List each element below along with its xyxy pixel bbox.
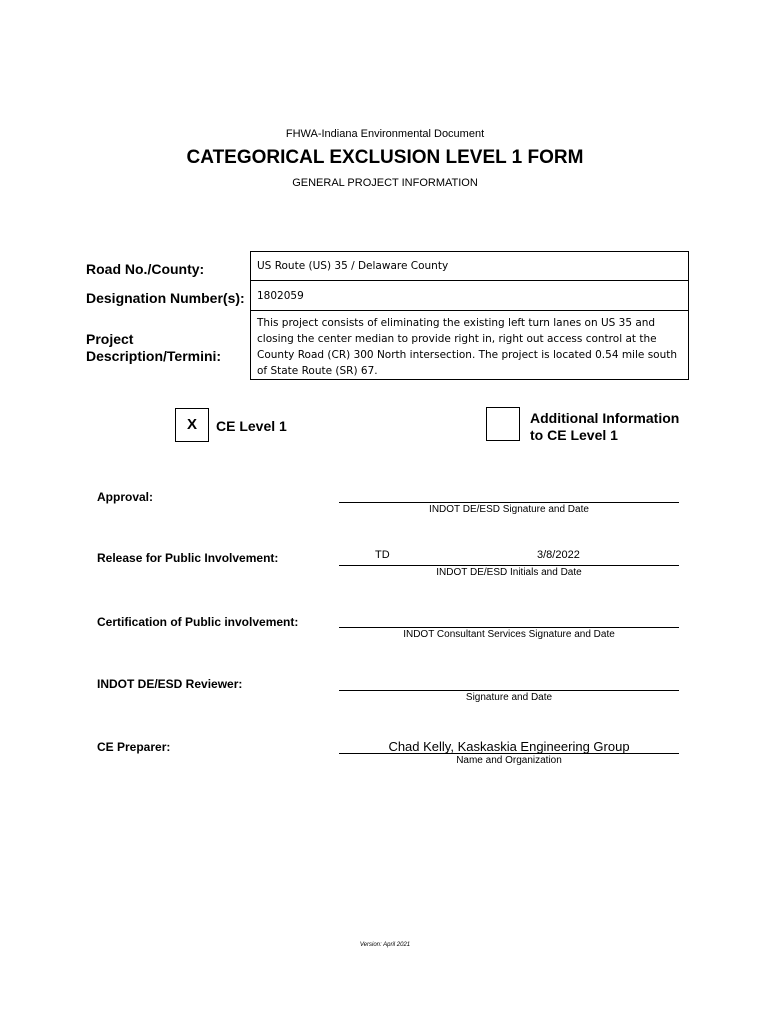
road-county-field[interactable] [250,251,689,281]
approval-caption: INDOT DE/ESD Signature and Date [429,504,589,515]
certification-label: Certification of Public involvement: [97,615,299,629]
project-description-field[interactable] [250,310,689,380]
designation-number-value: 1802059 [257,289,304,302]
version-footer: Version: April 2021 [359,942,411,948]
certification-signature-line[interactable] [339,627,679,628]
road-county-label: Road No./County: [86,261,205,277]
ce-level-1-label: CE Level 1 [216,418,287,434]
road-county-value: US Route (US) 35 / Delaware County [257,260,449,272]
form-title: CATEGORICAL EXCLUSION LEVEL 1 FORM [186,147,584,168]
reviewer-signature-line[interactable] [339,690,679,691]
certification-caption: INDOT Consultant Services Signature and Date [403,629,615,640]
ce-level-1-checkbox[interactable] [175,408,209,442]
release-label: Release for Public Involvement: [97,551,279,565]
approval-label: Approval: [97,490,154,504]
additional-information-label-line1: Additional Information [530,410,680,426]
preparer-value: Chad Kelly, Kaskaskia Engineering Group [388,739,630,754]
release-caption: INDOT DE/ESD Initials and Date [436,567,582,578]
preparer-caption: Name and Organization [456,755,562,766]
reviewer-label: INDOT DE/ESD Reviewer: [97,677,243,691]
release-date: 3/8/2022 [537,549,580,561]
additional-information-label-line2: to CE Level 1 [530,427,618,443]
designation-number-label: Designation Number(s): [86,290,245,306]
additional-information-checkbox[interactable] [486,407,520,441]
project-description-label-line2: Description/Termini: [86,348,222,364]
preparer-label: CE Preparer: [97,740,171,754]
release-initials: TD [375,549,390,561]
form-subtitle: GENERAL PROJECT INFORMATION [292,177,478,189]
project-description-value: This project consists of eliminating the existing left turn lanes on US 35 and closing the center median to provide right in, right out access control at the County Road (CR) 300 North intersection. The project is located 0.54 mile south of State Route (SR) 67. [257,317,678,377]
release-signature-line[interactable] [339,565,679,566]
reviewer-caption: Signature and Date [465,692,553,703]
project-description-label-line1: Project [86,331,134,347]
approval-signature-line[interactable] [339,502,679,503]
document-type: FHWA-Indiana Environmental Document [285,128,485,140]
preparer-signature-line[interactable] [339,753,679,754]
ce-level-1-check-mark: X [186,416,197,433]
designation-number-field[interactable] [250,280,689,311]
